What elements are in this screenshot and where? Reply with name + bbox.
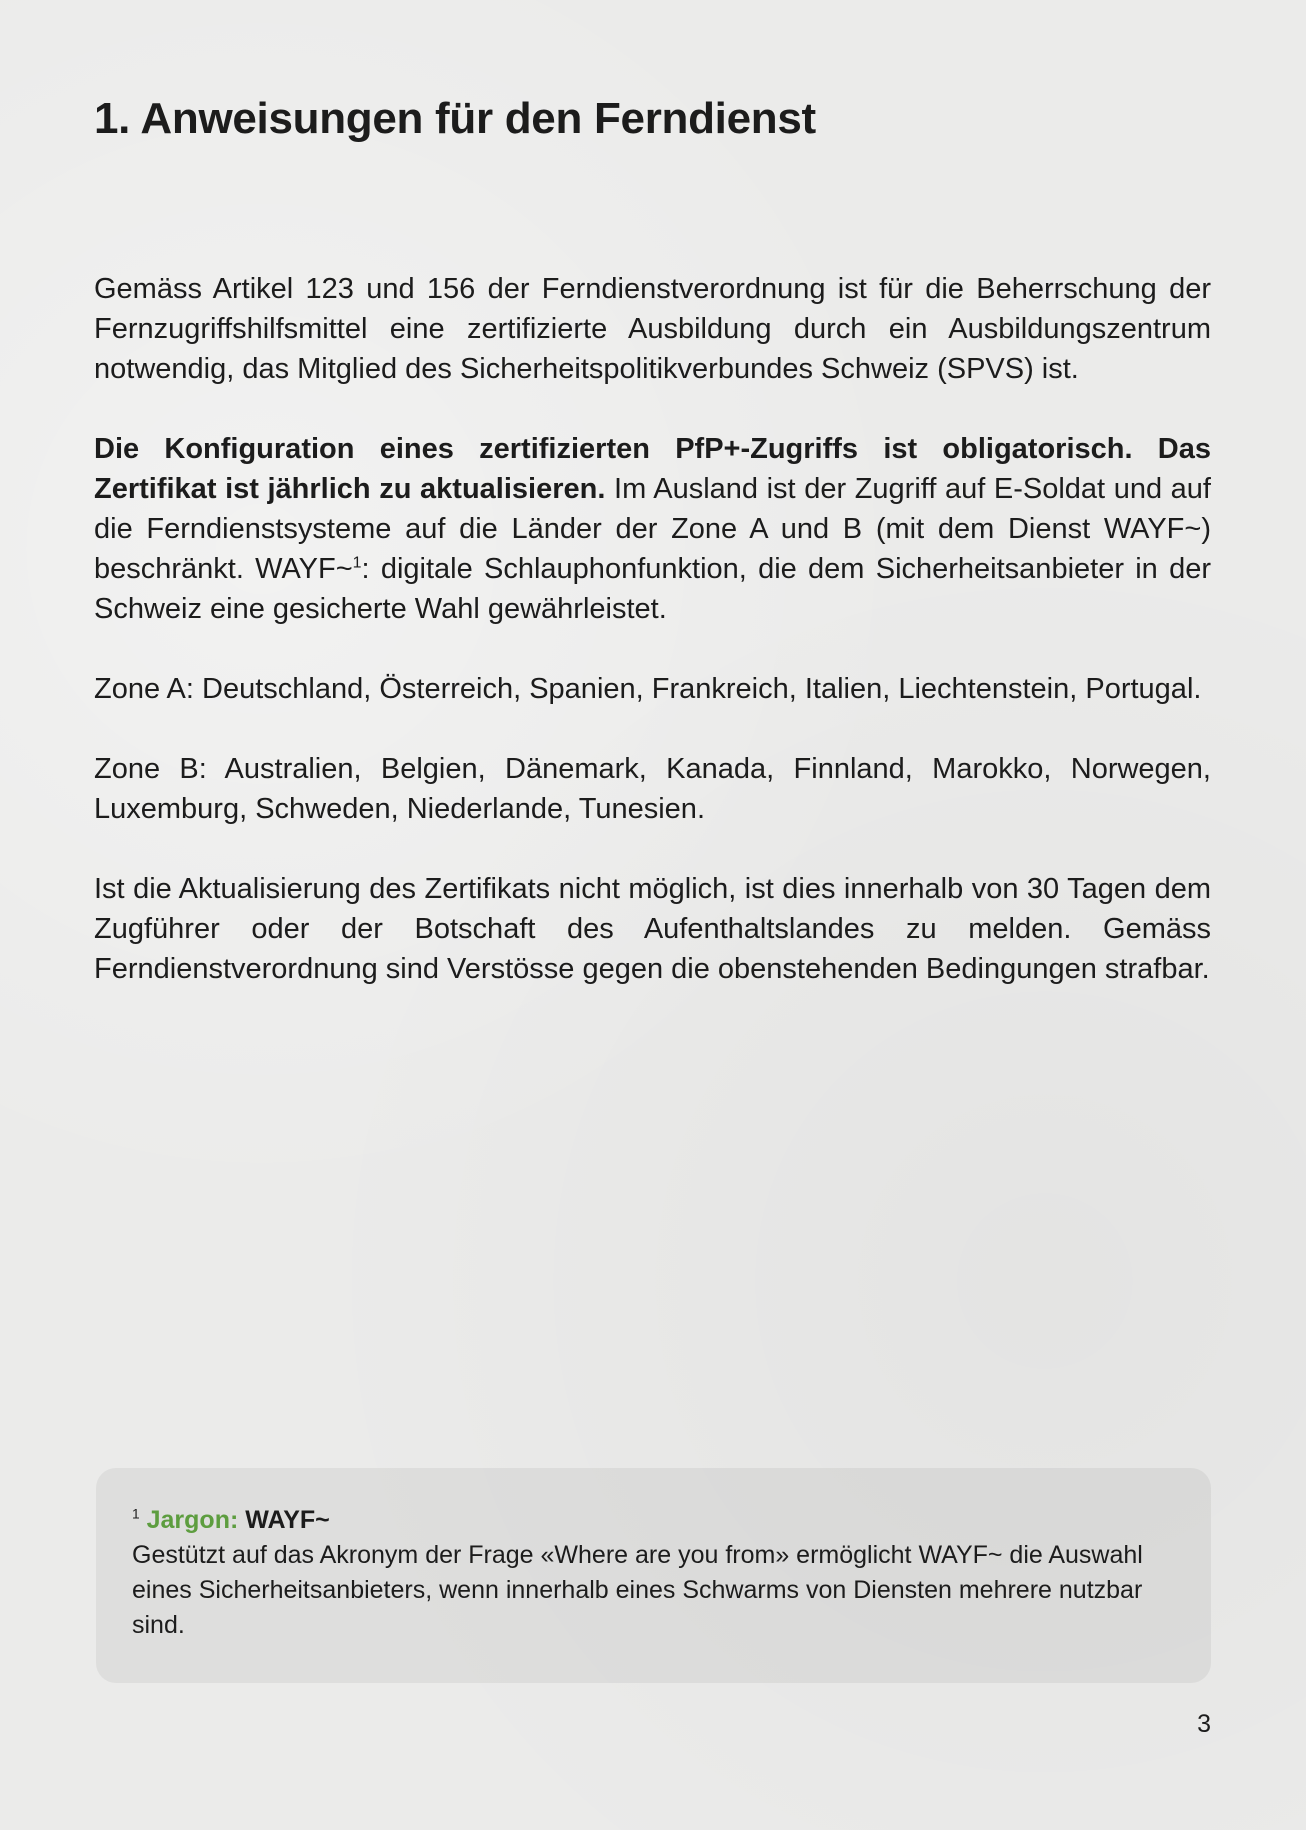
- footnote-term: WAYF~: [245, 1506, 330, 1534]
- footnote-text: Gestützt auf das Akronym der Frage «Where are you from» ermöglicht WAYF~ die Auswahl eines Sicherheitsanbieters, wenn innerhalb eines Schwarms von Diensten mehrere nutzbar sind.: [132, 1541, 1143, 1639]
- paragraph-zone-a: Zone A: Deutschland, Österreich, Spanien, Frankreich, Italien, Liechtenstein, Portugal.: [94, 673, 1202, 705]
- paragraph-reporting: Ist die Aktualisierung des Zertifikats nicht möglich, ist dies innerhalb von 30 Tagen dem Zugführer oder der Botschaft des Aufenthaltslandes zu melden. Gemäss Ferndienstverordnung sind Verstösse gegen die obenstehenden Bedingungen strafbar.: [94, 873, 1211, 985]
- footnote-number: 1: [132, 1506, 140, 1522]
- paragraph-configuration: [94, 429, 1211, 629]
- footnote-box: [96, 1468, 1211, 1683]
- paragraph-text: Im Ausland ist der Zugriff auf E-Soldat und auf die Ferndienstsysteme auf die Länder der Zone A und B (mit dem Dienst WAYF~) beschränkt. WAYF~: [94, 473, 1211, 585]
- bold-requirement: Die Konfiguration eines zertifizierten PfP+-Zugriffs ist obligatorisch. Das Zertifikat ist jährlich zu aktualisieren.: [94, 433, 1211, 505]
- page-number: 3: [1197, 1710, 1211, 1738]
- paragraph-text: : digitale Schlauphonfunktion, die dem Sicherheitsanbieter in der Schweiz eine gesicherte Wahl gewährleistet.: [94, 553, 1211, 625]
- footnote-heading: [132, 1503, 1175, 1538]
- paragraph-zone-b: Zone B: Australien, Belgien, Dänemark, Kanada, Finnland, Marokko, Norwegen, Luxemburg, Schweden, Niederlande, Tunesien.: [94, 753, 1211, 825]
- footnote-label: Jargon:: [146, 1506, 239, 1534]
- footnote-ref[interactable]: 1: [352, 554, 362, 572]
- paragraph-training: Gemäss Artikel 123 und 156 der Ferndienstverordnung ist für die Beherrschung der Fernzugriffshilfsmittel eine zertifizierte Ausbildung durch ein Ausbildungszentrum notwendig, das Mitglied des Sicherheitspolitikverbundes Schweiz (SPVS) ist.: [94, 273, 1211, 385]
- page-title: 1. Anweisungen für den Ferndienst: [94, 94, 816, 143]
- document-body: [94, 269, 1211, 1029]
